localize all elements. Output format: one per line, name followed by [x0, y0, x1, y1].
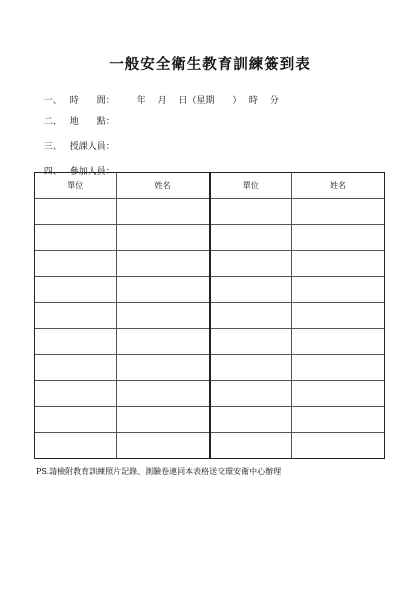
table-row [211, 224, 385, 250]
name-cell[interactable] [292, 355, 384, 380]
field-number: 一、 [43, 96, 62, 106]
name-cell[interactable] [292, 381, 384, 406]
field-label: 地 點： [69, 117, 115, 127]
unit-cell[interactable] [35, 225, 117, 250]
name-cell[interactable] [292, 433, 384, 458]
field-number: 三、 [43, 142, 62, 152]
unit-cell[interactable] [211, 199, 293, 224]
table-row [211, 250, 385, 276]
unit-cell[interactable] [35, 199, 117, 224]
name-cell[interactable] [117, 277, 209, 302]
field-instructor [38, 129, 115, 152]
table-row [35, 224, 209, 250]
name-cell[interactable] [292, 251, 384, 276]
header-unit: 單位 [35, 173, 117, 198]
table-row [35, 302, 209, 328]
unit-cell[interactable] [211, 407, 293, 432]
table-row [211, 302, 385, 328]
name-cell[interactable] [117, 329, 209, 354]
table-header-row [211, 173, 385, 198]
table-row [35, 250, 209, 276]
signin-table [34, 172, 385, 459]
field-number: 四、 [43, 167, 62, 177]
unit-cell[interactable] [35, 355, 117, 380]
signin-table-right [209, 173, 385, 458]
table-row [35, 432, 209, 458]
field-time [38, 83, 279, 106]
table-row [211, 276, 385, 302]
table-row [211, 432, 385, 458]
unit-cell[interactable] [211, 251, 293, 276]
field-location [38, 104, 115, 127]
table-row [35, 198, 209, 224]
name-cell[interactable] [117, 251, 209, 276]
name-cell[interactable] [292, 225, 384, 250]
field-label: 參加人員： [69, 167, 115, 177]
name-cell[interactable] [117, 433, 209, 458]
header-name: 姓名 [154, 181, 171, 190]
table-row [35, 276, 209, 302]
header-unit: 單位 [211, 173, 293, 198]
table-row [211, 380, 385, 406]
unit-cell[interactable] [211, 329, 293, 354]
unit-cell[interactable] [35, 251, 117, 276]
field-number: 二、 [43, 117, 62, 127]
table-row [35, 328, 209, 354]
unit-cell[interactable] [35, 407, 117, 432]
name-cell[interactable] [292, 329, 384, 354]
name-cell[interactable] [117, 407, 209, 432]
table-row [35, 380, 209, 406]
table-row [211, 198, 385, 224]
table-row [35, 354, 209, 380]
unit-cell[interactable] [35, 303, 117, 328]
unit-cell[interactable] [35, 277, 117, 302]
unit-cell[interactable] [211, 433, 293, 458]
name-cell[interactable] [292, 277, 384, 302]
table-row [211, 406, 385, 432]
table-header-row [35, 173, 209, 198]
table-row [211, 354, 385, 380]
table-row [35, 406, 209, 432]
form-title: 一般安全衛生教育訓練簽到表 [109, 56, 311, 73]
field-label: 授課人員： [69, 142, 115, 152]
unit-cell[interactable] [211, 277, 293, 302]
signin-table-left [35, 173, 209, 458]
unit-cell[interactable] [211, 303, 293, 328]
unit-cell[interactable] [35, 329, 117, 354]
name-cell[interactable] [117, 199, 209, 224]
name-cell[interactable] [117, 225, 209, 250]
name-cell[interactable] [292, 407, 384, 432]
header-name: 姓名 [330, 181, 347, 190]
unit-cell[interactable] [35, 381, 117, 406]
name-cell[interactable] [117, 381, 209, 406]
name-cell[interactable] [292, 303, 384, 328]
unit-cell[interactable] [35, 433, 117, 458]
name-cell[interactable] [292, 199, 384, 224]
unit-cell[interactable] [211, 381, 293, 406]
unit-cell[interactable] [211, 355, 293, 380]
field-label: 時 間： [69, 96, 115, 106]
name-cell[interactable] [117, 303, 209, 328]
time-format-text: 年 月 日（星期 ） 時 分 [136, 96, 279, 106]
name-cell[interactable] [117, 355, 209, 380]
table-row [211, 328, 385, 354]
unit-cell[interactable] [211, 225, 293, 250]
footnote: PS.請檢附教育訓練照片記錄、測驗卷連同本表格送交環安衛中心辦理 [36, 467, 282, 476]
